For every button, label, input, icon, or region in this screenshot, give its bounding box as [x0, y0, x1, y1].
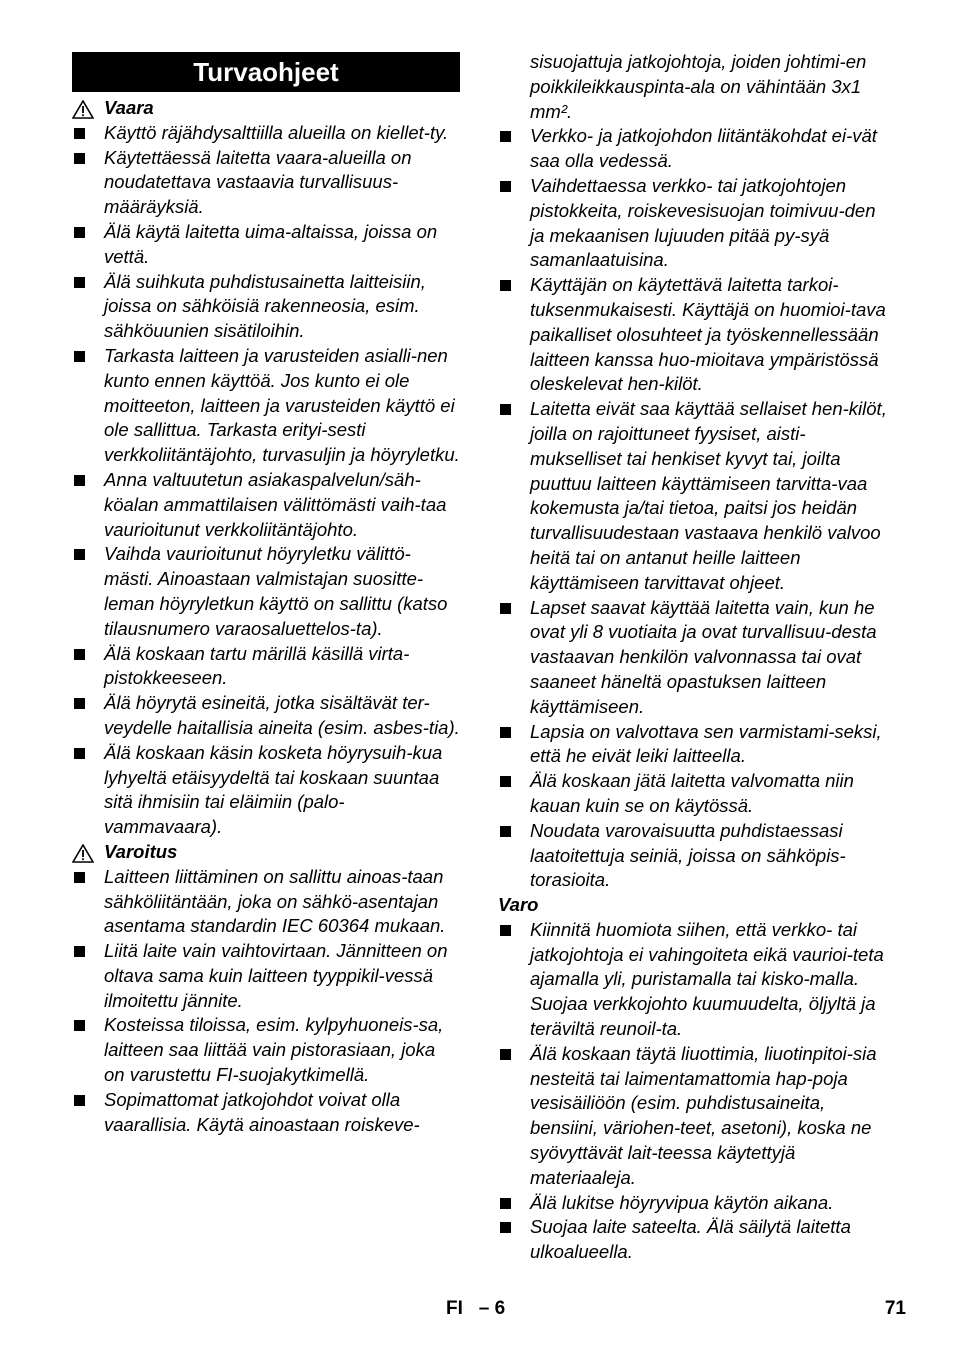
list-item — [498, 397, 890, 595]
danger-list — [72, 121, 460, 840]
list-item-text: Kosteissa tiloissa, esim. kylpyhuoneis-sa, laitteen saa liittää vain pistorasiaan, joka on varustettu FI-suojakytkimellä. — [104, 1014, 444, 1086]
list-item — [72, 146, 460, 220]
list-item-text: Älä käytä laitetta uima-altaissa, joissa on vettä. — [104, 220, 438, 267]
square-bullet-icon — [500, 404, 511, 415]
list-item-text: Käyttäjän on käytettävä laitetta tarkoi-tuksenmukaisesti. Käyttäjä on huomioi-tava paikalliset olosuhteet ja työskennellessään laitteen kanssa huo-mioitava ympäristössä oleskelevat hen-kilöt. — [530, 274, 886, 395]
list-item — [72, 542, 460, 641]
list-item — [498, 1042, 890, 1191]
list-item — [498, 918, 890, 1042]
square-bullet-icon — [500, 925, 511, 936]
list-item — [72, 865, 460, 939]
list-item-text: Anna valtuutetun asiakaspalvelun/säh-köalan ammattilaisen välittömästi vaih-taa vaurioitunut verkkoliitäntäjohto. — [104, 468, 447, 540]
list-item — [498, 1191, 890, 1216]
square-bullet-icon — [500, 181, 511, 192]
list-item — [72, 642, 460, 692]
warning-triangle-icon — [72, 844, 94, 863]
list-item-text: Tarkasta laitteen ja varusteiden asialli-nen kunto ennen käyttöä. Jos kunto ei ole moitteeton, laitteen ja varusteiden käyttö ei ole sallittua. Tarkasta erityi-sesti verkkoliitäntäjohto, turvasuljin ja höyryletku. — [104, 344, 460, 466]
list-item — [498, 1215, 890, 1265]
square-bullet-icon — [74, 872, 85, 883]
list-item-text: Laitteen liittäminen on sallittu ainoas-taan sähköliitäntään, joka on sähkö-asentajan asentama standardin IEC 60364 mukaan. — [104, 865, 446, 937]
list-item — [72, 741, 460, 840]
square-bullet-icon — [74, 227, 85, 238]
square-bullet-icon — [500, 1049, 511, 1060]
list-item — [498, 273, 890, 397]
square-bullet-icon — [74, 153, 85, 164]
list-item-text: Suojaa laite sateelta. Älä säilytä laitetta ulkoalueella. — [530, 1216, 851, 1263]
list-item-text: Lapsia on valvottava sen varmistami-seksi, että he eivät leiki laitteella. — [530, 720, 882, 767]
list-item — [498, 819, 890, 893]
list-item-text: Noudata varovaisuutta puhdistaessasi laatoitettuja seiniä, joissa on sähköpis-torasioita. — [530, 819, 846, 891]
list-item-text: Käytettäessä laitetta vaara-alueilla on noudatettava vastaavia turvallisuus-määräyksiä. — [104, 146, 412, 218]
square-bullet-icon — [500, 1222, 511, 1233]
square-bullet-icon — [74, 1095, 85, 1106]
square-bullet-icon — [74, 277, 85, 288]
square-bullet-icon — [74, 946, 85, 957]
list-item-text: Älä lukitse höyryvipua käytön aikana. — [530, 1191, 834, 1213]
footer-section-page: – 6 — [478, 1298, 506, 1319]
square-bullet-icon — [74, 128, 85, 139]
list-item-text: Sopimattomat jatkojohdot voivat olla vaarallisia. Käytä ainoastaan roiskeve- — [104, 1088, 420, 1135]
danger-heading-label: Vaara — [104, 97, 154, 118]
list-item — [72, 1013, 460, 1087]
list-item-text: Älä suihkuta puhdistusainetta laitteisiin, joissa on sähköisiä rakenneosia, esim. sähköuunien sisätiloihin. — [104, 270, 426, 342]
square-bullet-icon — [74, 1020, 85, 1031]
list-item-text: Älä höyrytä esineitä, jotka sisältävät ter-veydelle haitallisia aineita (esim. asbes-tia). — [104, 692, 460, 738]
list-item — [72, 121, 460, 146]
right-list — [498, 124, 890, 893]
list-item-text: Älä koskaan tartu märillä käsillä virta-pistokkeeseen. — [104, 642, 410, 689]
right-column — [498, 50, 890, 1265]
square-bullet-icon — [74, 475, 85, 486]
square-bullet-icon — [500, 727, 511, 738]
square-bullet-icon — [500, 280, 511, 291]
list-item — [72, 1088, 460, 1138]
list-item-text: Lapset saavat käyttää laitetta vain, kun he ovat yli 8 vuotiaita ja ovat turvallisuu-desta vastaavan henkilön valvonnassa tai ovat saaneet häneltä opastuksen laitteen käyttämiseen. — [530, 596, 877, 717]
footer-section — [446, 1298, 505, 1320]
caution-heading: Varo — [498, 894, 539, 916]
footer-lang: FI — [446, 1298, 463, 1319]
square-bullet-icon — [74, 748, 85, 759]
list-item — [72, 270, 460, 344]
left-column — [72, 50, 460, 1137]
square-bullet-icon — [74, 549, 85, 560]
square-bullet-icon — [500, 776, 511, 787]
list-item-text: Verkko- ja jatkojohdon liitäntäkohdat ei-vät saa olla vedessä. — [530, 125, 877, 172]
list-item-text: Älä koskaan täytä liuottimia, liuotinpitoi-sia nesteitä tai laimentamattomia hap-poja vesisäiliöön (esim. puhdistusaineita, bensiini, väriohen-teet, asetoni), koska ne syövyttävät lait-teessa käytettyjä materiaaleja. — [530, 1042, 877, 1188]
list-item — [498, 720, 890, 770]
danger-heading — [72, 96, 460, 121]
list-item-text: Kiinnitä huomiota siihen, että verkko- tai jatkojohtoja ei vahingoiteta eikä vaurioi-teta ajamalla yli, puristamalla tai kisko-malla. Suojaa verkkojohto kuumuudelta, öljyltä ja teräviltä reunoil-ta. — [530, 918, 884, 1040]
warning-triangle-icon — [72, 100, 94, 119]
list-item-text: Vaihda vaurioitunut höyryletku välittö-mästi. Ainoastaan valmistajan suositte-leman höyryletkun käyttö on sallittu (katso tilausnumero varaosaluettelos-ta). — [104, 543, 448, 639]
list-item — [72, 691, 460, 741]
square-bullet-icon — [500, 826, 511, 837]
list-item — [72, 220, 460, 270]
square-bullet-icon — [500, 1198, 511, 1209]
warning-heading — [72, 840, 460, 865]
square-bullet-icon — [74, 351, 85, 362]
square-bullet-icon — [500, 603, 511, 614]
list-item — [72, 344, 460, 468]
square-bullet-icon — [500, 131, 511, 142]
footer-page-number: 71 — [884, 1298, 906, 1319]
continuation-text: sisuojattuja jatkojohtoja, joiden johtimi-en poikkileikkauspinta-ala on vähintään 3x1 mm². — [530, 51, 867, 122]
list-item-text: Laitetta eivät saa käyttää sellaiset hen-kilöt, joilla on rajoittuneet fyysiset, aisti-mukselliset tai henkiset kyvyt tai, joilta puuttuu laitteen käyttämiseen tarvitta-vaa kokemusta ja/tai tietoa, paitsi jos heidän turvallisuudestaan vastaava henkilö valvoo heitä tai on antanut heille laitteen käyttämiseen tarvittavat ohjeet. — [530, 398, 887, 593]
list-item — [498, 596, 890, 720]
list-item-text: Vaihdettaessa verkko- tai jatkojohtojen pistokkeita, roiskevesisuojan toimivuu-den ja mekaanisen lujuuden pitää py-syä samanlaatuisina. — [530, 174, 876, 271]
page-title: Turvaohjeet — [72, 52, 460, 92]
list-item — [498, 769, 890, 819]
warning-heading-label: Varoitus — [104, 840, 178, 862]
list-item-text: Käyttö räjähdysalttiilla alueilla on kiellet-ty. — [104, 121, 449, 143]
list-item-text: Liitä laite vain vaihtovirtaan. Jännitteen on oltava sama kuin laitteen tyyppikil-vessä ilmoitettu jännite. — [104, 940, 448, 1011]
list-item-text: Älä koskaan jätä laitetta valvomatta niin kauan kuin se on käytössä. — [530, 770, 854, 816]
list-item — [72, 468, 460, 542]
square-bullet-icon — [74, 698, 85, 709]
list-item — [72, 939, 460, 1013]
list-item-text: Älä koskaan käsin kosketa höyrysuih-kua lyhyeltä etäisyydeltä tai koskaan suuntaa sitä ihmisiin tai eläimiin (palo-vammavaara). — [104, 741, 443, 838]
square-bullet-icon — [74, 649, 85, 660]
warning-list — [72, 865, 460, 1138]
list-item — [498, 174, 890, 273]
list-item — [498, 124, 890, 174]
caution-list — [498, 918, 890, 1265]
